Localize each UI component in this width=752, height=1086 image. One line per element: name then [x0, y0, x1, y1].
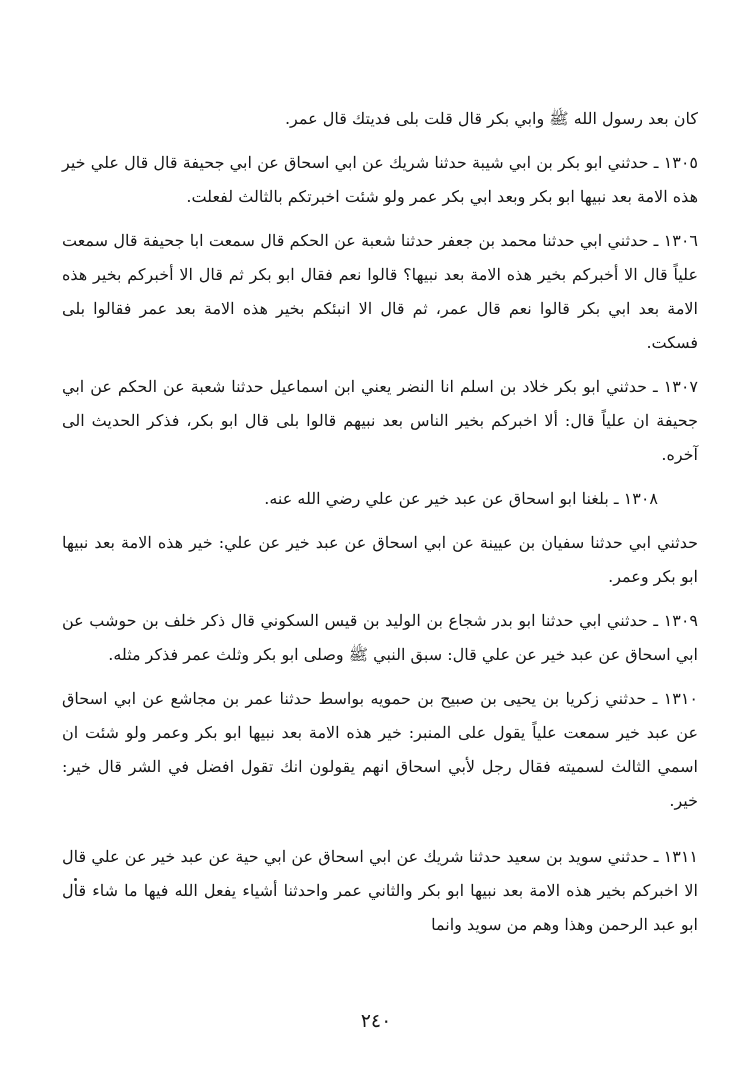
hadith-1307: ١٣٠٧ ـ حدثني ابو بكر خلاد بن اسلم انا النضر يعني ابن اسماعيل حدثنا شعبة عن الحكم عن ابي جحيفة ان علياً قال: ألا اخبركم بخير الناس بعد نبيهم قالوا بلى قال ابو بكر، فذكر الحديث الى آخره. [62, 377, 698, 464]
hadith-1305: ١٣٠٥ ـ حدثني ابو بكر بن ابي شيبة حدثنا شريك عن ابي اسحاق عن ابي جحيفة قال قال علي خير هذه الامة بعد نبيها ابو بكر وبعد ابي بكر عمر ولو شئت اخبرتكم بالثالث لفعلت. [62, 153, 698, 206]
hadith-1310: ١٣١٠ ـ حدثني زكريا بن يحيى بن صبيح بن حمويه بواسط حدثنا عمر بن مجاشع عن ابي اسحاق عن عبد خير سمعت علياً يقول على المنبر: خير هذه الامة بعد نبيها ابو بكر وعمر ولو شئت ان اسمي الثالث لسميته فقال رجل لأبي اسحاق انهم يقولون انك تقول افضل في الشر قال خير: خير. [62, 689, 698, 810]
hadith-1309: ١٣٠٩ ـ حدثني ابي حدثنا ابو بدر شجاع بن الوليد بن قيس السكوني قال ذكر خلف بن حوشب عن ابي اسحاق عن عبد خير عن علي قال: سبق النبي ﷺ وصلى ابو بكر وثلث عمر فذكر مثله. [62, 611, 698, 664]
paragraph-continuation: كان بعد رسول الله ﷺ وابي بكر قال قلت بلى فديتك قال عمر. [284, 109, 698, 128]
page-body [62, 102, 698, 952]
page-number: ٢٤٠ [360, 1010, 392, 1032]
margin-mark [74, 878, 77, 881]
hadith-1308: ١٣٠٨ ـ بلغنا ابو اسحاق عن عبد خير عن علي رضي الله عنه. [264, 489, 658, 508]
hadith-1311: ١٣١١ ـ حدثني سويد بن سعيد حدثنا شريك عن ابي اسحاق عن ابي حية عن عبد خير عن علي قال الا اخبركم بخير هذه الامة بعد نبيها ابو بكر والثاني عمر واحدثنا أشياء يفعل الله فيها ما شاء قال ابو عبد الرحمن وهذا وهم من سويد وانما [62, 847, 698, 934]
hadith-1308-text: حدثني ابي حدثنا سفيان بن عيينة عن ابي اسحاق عن عبد خير عن علي: خير هذه الامة بعد نبيها ابو بكر وعمر. [62, 533, 698, 586]
hadith-1306: ١٣٠٦ ـ حدثني ابي حدثنا محمد بن جعفر حدثنا شعبة عن الحكم قال سمعت ابا جحيفة قال سمعت علياً قال الا أخبركم بخير هذه الامة بعد نبيها؟ قالوا نعم فقال ابو بكر ثم قال الا أخبركم بخير هذه الامة بعد ابي بكر قالوا نعم قال عمر، ثم قال الا انبئكم بخير هذه الامة بعد عمر فقالوا بلى فسكت. [62, 231, 698, 352]
